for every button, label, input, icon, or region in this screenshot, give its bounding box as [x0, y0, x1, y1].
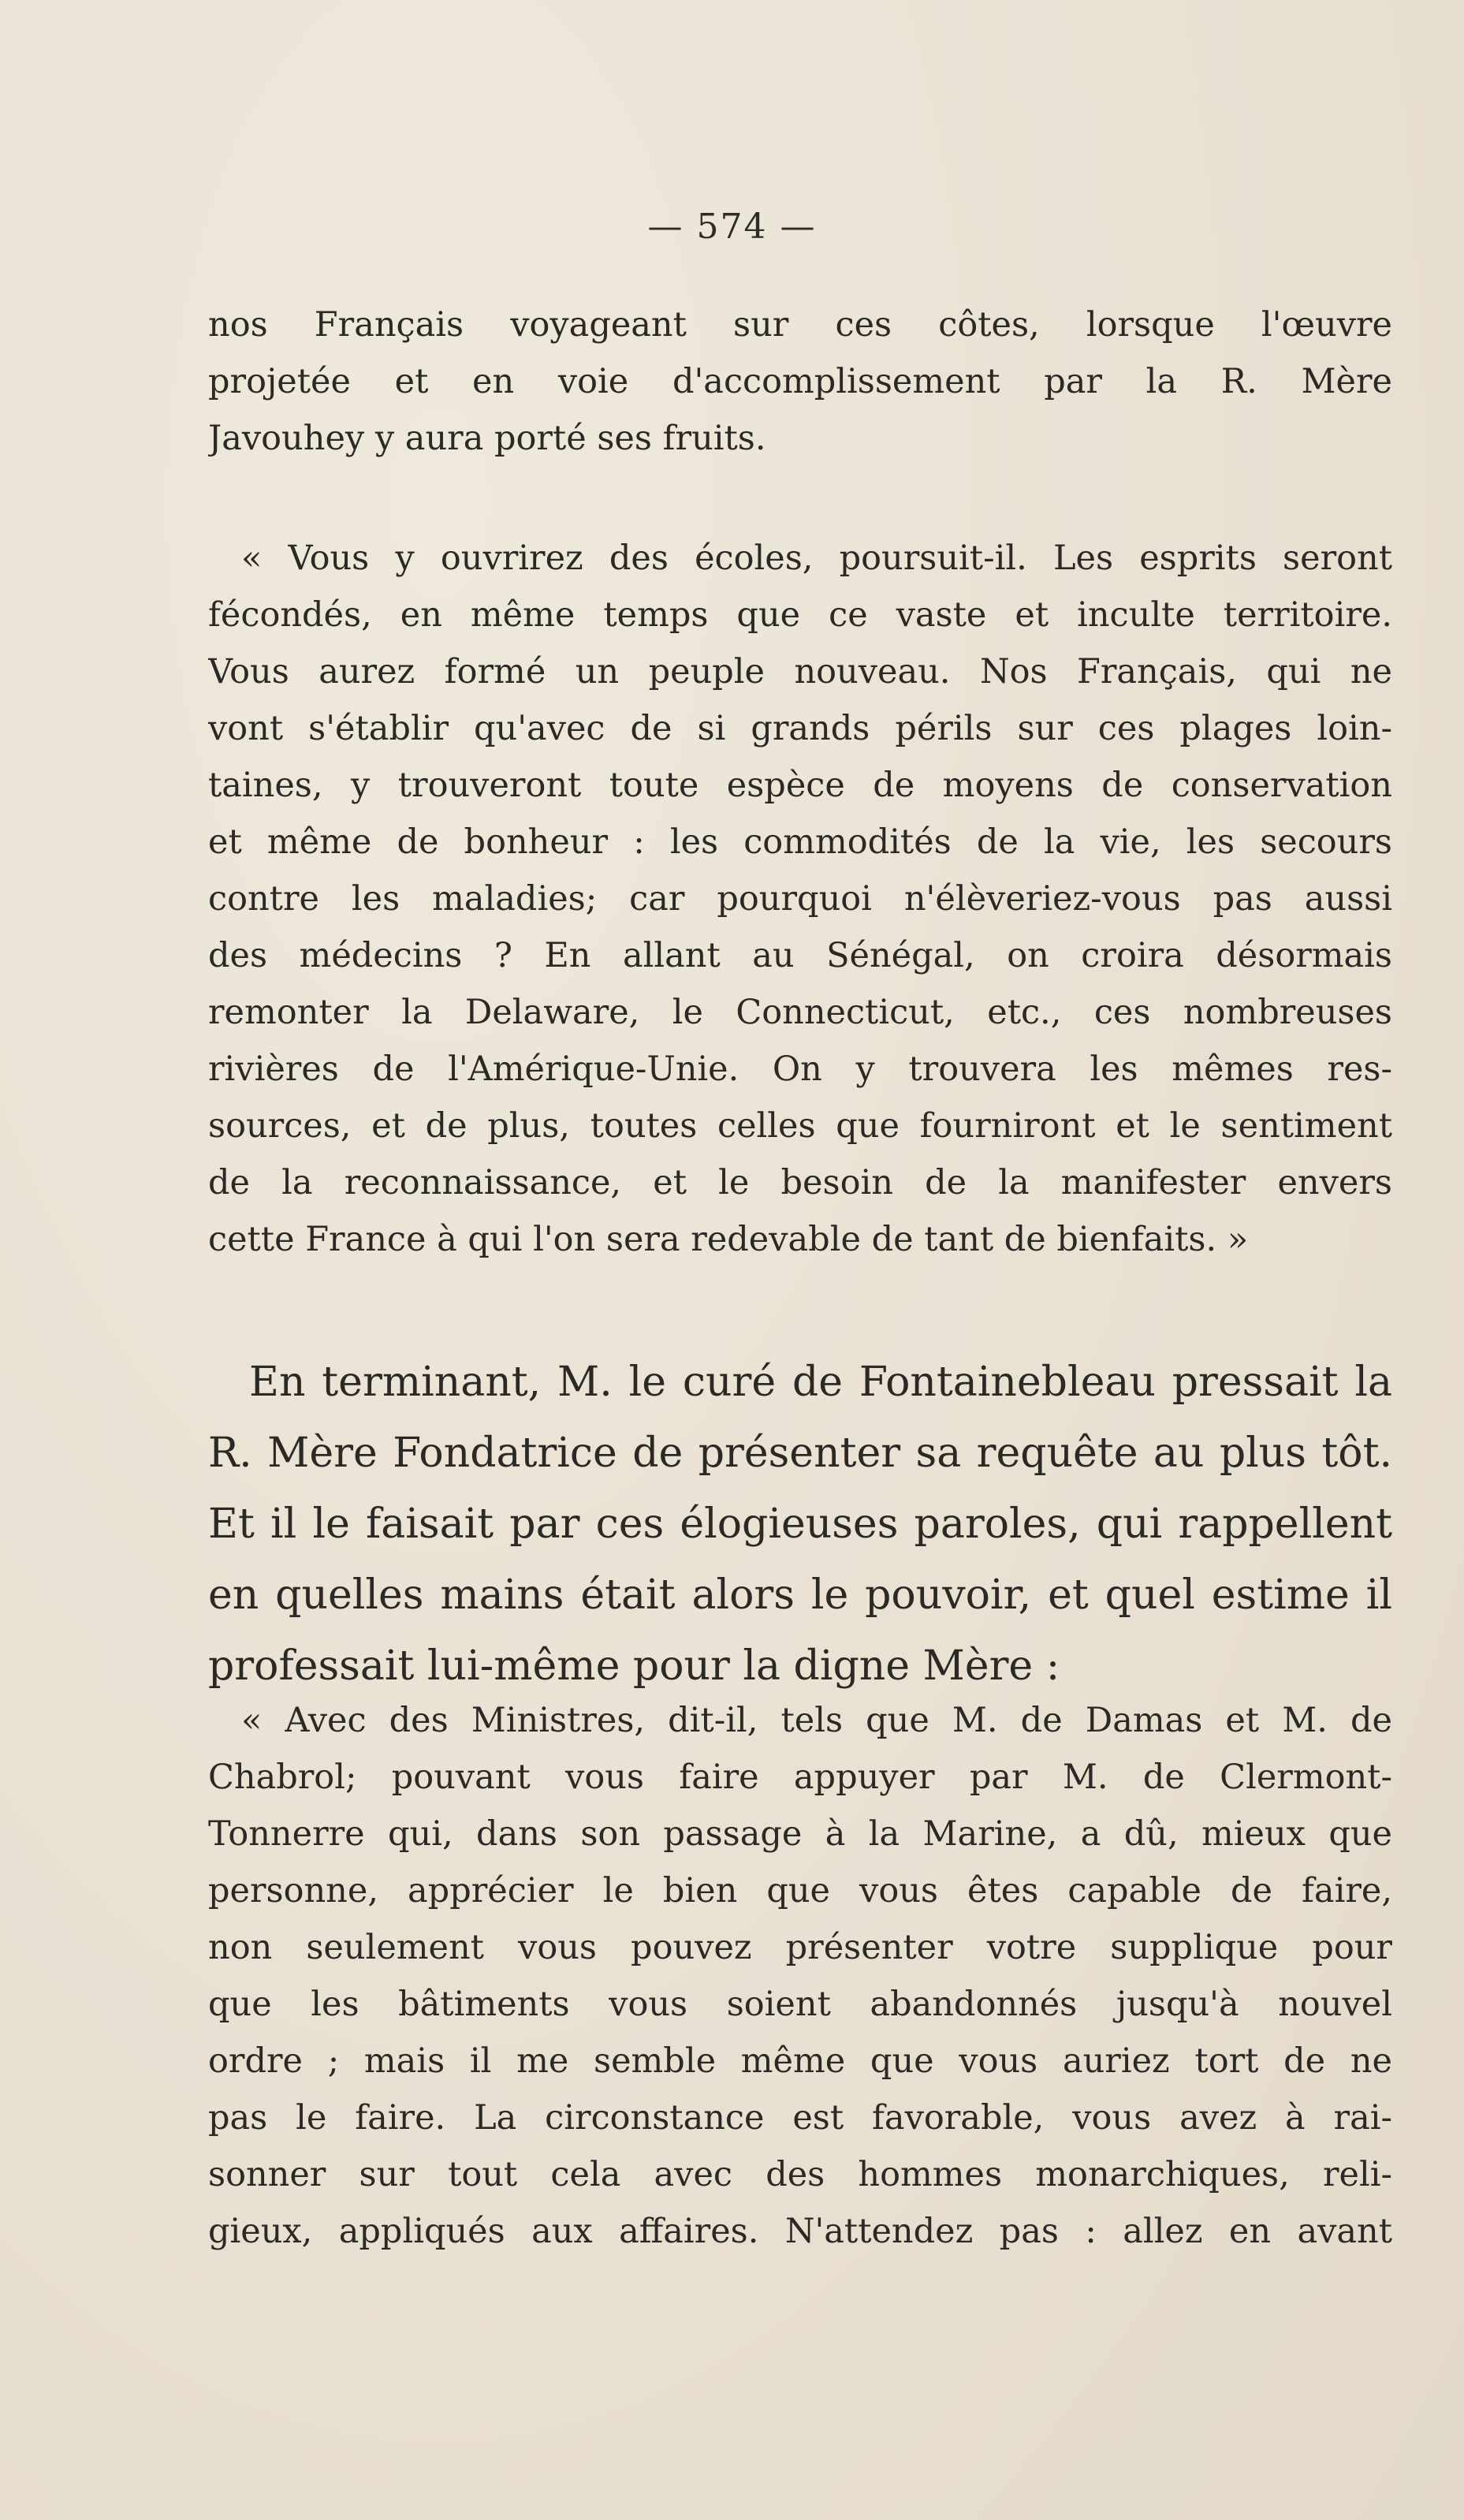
text-line: et même de bonheur : les commodités de la vie, les secours — [208, 822, 1392, 862]
text-line: Et il le faisait par ces élogieuses paroles, qui rappellent — [208, 1500, 1392, 1548]
text-line: en quelles mains était alors le pouvoir, et quel estime il — [208, 1571, 1392, 1619]
text-line: « Vous y ouvrirez des écoles, poursuit-il. Les esprits seront — [241, 539, 1392, 578]
text-line: vont s'établir qu'avec de si grands périls sur ces plages loin- — [208, 709, 1392, 748]
text-line: Javouhey y aura porté ses fruits. — [208, 419, 766, 458]
text-line: pas le faire. La circonstance est favorable, vous avez à rai- — [208, 2098, 1392, 2138]
text-line: « Avec des Ministres, dit-il, tels que M. de Damas et M. de — [241, 1701, 1392, 1740]
text-line: projetée et en voie d'accomplissement par la R. Mère — [208, 362, 1392, 401]
text-line: En terminant, M. le curé de Fontainebleau pressait la — [249, 1359, 1392, 1406]
text-line: Chabrol; pouvant vous faire appuyer par M. de Clermont- — [208, 1758, 1392, 1797]
text-line: non seulement vous pouvez présenter votre supplique pour — [208, 1928, 1392, 1967]
text-line: gieux, appliqués aux affaires. N'attendez pas : allez en avant — [208, 2212, 1392, 2251]
paragraph-4 — [208, 1692, 1392, 2260]
text-line: remonter la Delaware, le Connecticut, etc., ces nombreuses — [208, 993, 1392, 1032]
text-line: cette France à qui l'on sera redevable de tant de bienfaits. » — [208, 1220, 1249, 1259]
text-line: ordre ; mais il me semble même que vous auriez tort de ne — [208, 2041, 1392, 2081]
text-line: sonner sur tout cela avec des hommes monarchiques, reli- — [208, 2155, 1392, 2194]
page-number: — 574 — — [647, 207, 817, 247]
text-line: taines, y trouveront toute espèce de moyens de conservation — [208, 766, 1392, 805]
text-line: Tonnerre qui, dans son passage à la Marine, a dû, mieux que — [208, 1814, 1392, 1854]
text-line: de la reconnaissance, et le besoin de la manifester envers — [208, 1163, 1392, 1202]
paragraph-3 — [208, 1347, 1392, 1702]
paragraph-2 — [208, 530, 1392, 1268]
text-line: que les bâtiments vous soient abandonnés jusqu'à nouvel — [208, 1985, 1392, 2024]
text-line: nos Français voyageant sur ces côtes, lorsque l'œuvre — [208, 305, 1392, 345]
paragraph-1 — [208, 296, 1392, 467]
text-line: R. Mère Fondatrice de présenter sa requête au plus tôt. — [208, 1430, 1392, 1477]
text-line: professait lui-même pour la digne Mère : — [208, 1642, 1060, 1690]
text-line: rivières de l'Amérique-Unie. On y trouvera les mêmes res- — [208, 1049, 1392, 1089]
text-line: sources, et de plus, toutes celles que fourniront et le sentiment — [208, 1106, 1392, 1146]
text-line: fécondés, en même temps que ce vaste et inculte territoire. — [208, 595, 1392, 635]
text-line: personne, apprécier le bien que vous êtes capable de faire, — [208, 1871, 1392, 1911]
text-line: des médecins ? En allant au Sénégal, on croira désormais — [208, 936, 1392, 975]
text-line: Vous aurez formé un peuple nouveau. Nos Français, qui ne — [208, 652, 1392, 692]
text-line: contre les maladies; car pourquoi n'élèveriez-vous pas aussi — [208, 879, 1392, 919]
